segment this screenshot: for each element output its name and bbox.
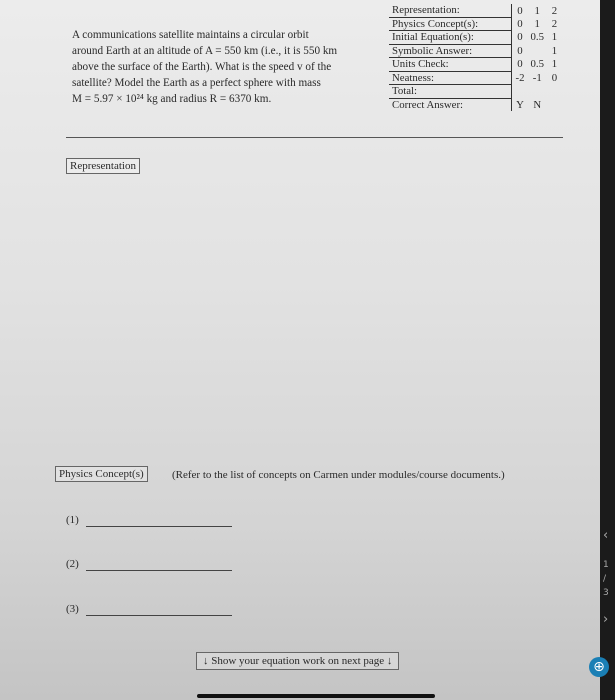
rubric-value: 0 bbox=[517, 58, 523, 71]
rubric-row bbox=[389, 31, 563, 45]
rubric-row bbox=[389, 4, 563, 17]
rubric-value bbox=[511, 85, 529, 99]
next-page-note: ↓ Show your equation work on next page ↓ bbox=[196, 652, 399, 670]
rubric-label: Symbolic Answer: bbox=[389, 44, 511, 58]
problem-line: around Earth at an altitude of A = 550 km (i.e., it is 550 km bbox=[72, 45, 338, 57]
rubric-value: -1 bbox=[532, 71, 542, 84]
rubric-value: 0 bbox=[551, 71, 558, 84]
representation-heading: Representation bbox=[66, 158, 140, 174]
rubric-value: 0 bbox=[517, 4, 523, 17]
rubric-row bbox=[389, 44, 563, 58]
concept-answer-line[interactable] bbox=[86, 615, 232, 616]
home-indicator[interactable] bbox=[197, 694, 435, 698]
rubric-row bbox=[389, 71, 563, 85]
physics-concept-heading: Physics Concept(s) bbox=[55, 466, 148, 482]
rubric-value: 0 bbox=[517, 17, 523, 30]
rubric-value: 0.5 bbox=[530, 31, 544, 44]
rubric-label: Initial Equation(s): bbox=[389, 31, 511, 45]
concept-item-label: (2) bbox=[66, 558, 79, 570]
rubric-value: N bbox=[533, 98, 542, 111]
page-separator: / bbox=[603, 574, 607, 584]
physics-concept-note: (Refer to the list of concepts on Carmen under modules/course documents.) bbox=[172, 469, 505, 481]
rubric-label: Correct Answer: bbox=[389, 98, 511, 111]
rubric-value: -2 bbox=[515, 71, 525, 84]
rubric-label: Units Check: bbox=[389, 58, 511, 72]
rubric-value bbox=[529, 44, 547, 58]
concept-answer-line[interactable] bbox=[86, 526, 232, 527]
problem-line: A communications satellite maintains a circular orbit bbox=[72, 29, 309, 41]
zoom-in-icon[interactable]: ⊕ bbox=[589, 657, 609, 677]
rubric-value bbox=[529, 85, 547, 99]
grading-rubric bbox=[389, 4, 563, 111]
rubric-value: 1 bbox=[534, 17, 540, 30]
concept-answer-line[interactable] bbox=[86, 570, 232, 571]
problem-line: above the surface of the Earth). What is the speed v of the bbox=[72, 61, 332, 73]
rubric-row bbox=[389, 58, 563, 72]
concept-item-label: (1) bbox=[66, 514, 79, 526]
problem-line: M = 5.97 × 10²⁴ kg and radius R = 6370 km. bbox=[72, 93, 272, 105]
rubric-value: 2 bbox=[551, 4, 558, 17]
section-divider bbox=[66, 137, 563, 138]
rubric-value: 1 bbox=[534, 4, 540, 17]
rubric-label: Neatness: bbox=[389, 71, 511, 85]
rubric-row bbox=[389, 85, 563, 99]
page-total: 3 bbox=[603, 588, 609, 598]
chevron-down-icon[interactable]: › bbox=[603, 612, 609, 627]
rubric-value: 2 bbox=[551, 17, 558, 30]
concept-item-label: (3) bbox=[66, 603, 79, 615]
rubric-row bbox=[389, 17, 563, 31]
problem-line: satellite? Model the Earth as a perfect sphere with mass bbox=[72, 77, 321, 89]
page-current: 1 bbox=[603, 560, 609, 570]
rubric-value bbox=[546, 85, 563, 99]
rubric-value bbox=[546, 98, 563, 111]
rubric-row bbox=[389, 98, 563, 111]
chevron-up-icon[interactable]: ‹ bbox=[603, 528, 609, 543]
page-navigator bbox=[600, 0, 615, 700]
rubric-value: 0 bbox=[517, 31, 523, 44]
rubric-value: 1 bbox=[551, 44, 558, 57]
problem-statement bbox=[72, 27, 364, 107]
rubric-label: Total: bbox=[389, 85, 511, 99]
rubric-label: Physics Concept(s): bbox=[389, 17, 511, 31]
rubric-value: 1 bbox=[551, 58, 558, 71]
rubric-value: 0.5 bbox=[530, 58, 544, 71]
rubric-value: Y bbox=[516, 98, 524, 111]
rubric-value: 1 bbox=[551, 31, 558, 44]
rubric-label: Representation: bbox=[389, 4, 511, 17]
rubric-value: 0 bbox=[517, 44, 523, 57]
